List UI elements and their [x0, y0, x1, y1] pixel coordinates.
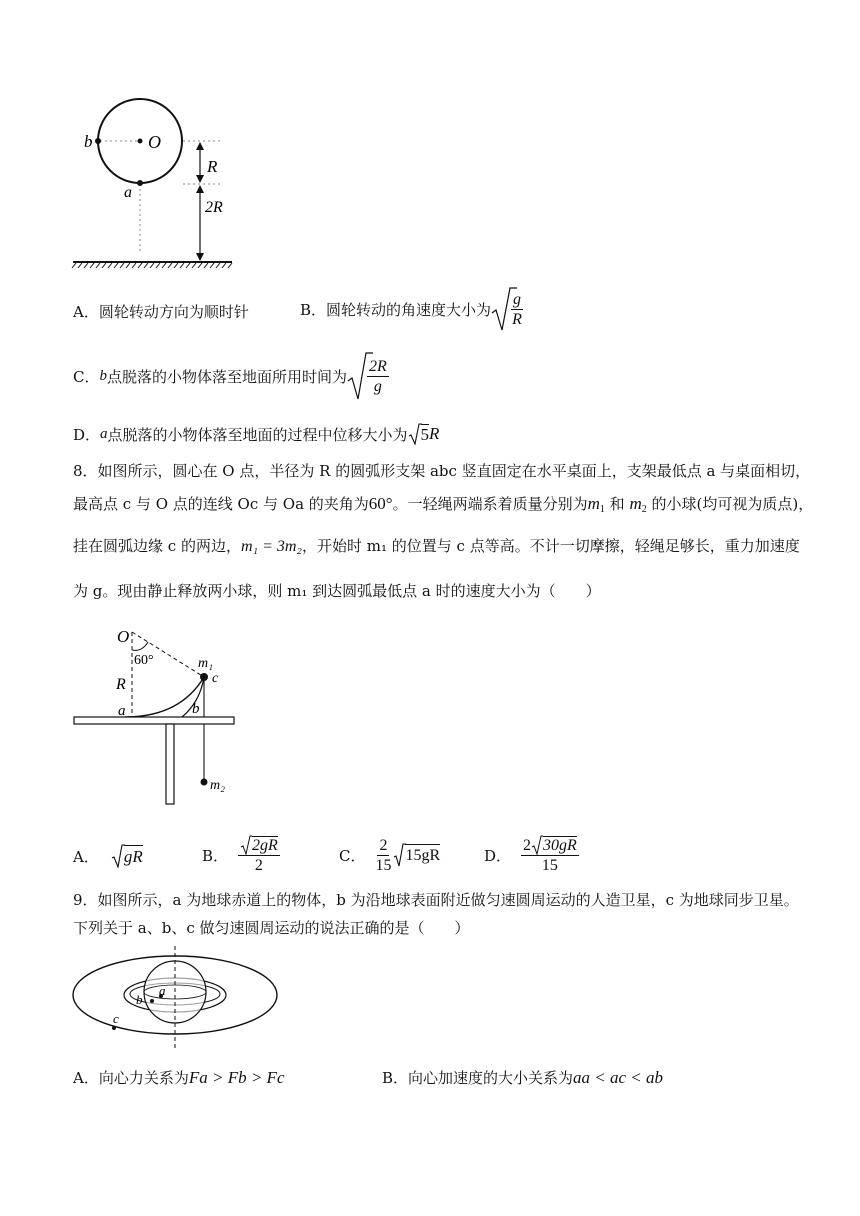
- label-2R: 2R: [205, 199, 223, 216]
- q7-option-c-prefix: C．: [73, 367, 100, 386]
- q7-b-numerator: g: [513, 290, 522, 308]
- q8-option-b-label: B．: [202, 846, 229, 865]
- fig-q8-label-O: O: [117, 627, 130, 646]
- q7-option-d[interactable]: [73, 422, 439, 446]
- fig-q9-label-a: a: [159, 983, 166, 998]
- q7-c-denominator: g: [373, 377, 382, 395]
- fig-q8-label-R: R: [116, 676, 126, 693]
- q8-option-a-label: A．: [73, 847, 99, 866]
- arc-support-figure: [70, 622, 250, 808]
- q8-d-coef: 2: [523, 836, 532, 854]
- sqrt-sign: [111, 844, 125, 868]
- q7-option-a-text: A．圆轮转动方向为顺时针: [73, 303, 249, 321]
- q8-a-radicand: gR: [123, 847, 143, 866]
- q8-line-4: 为 g。现由静止释放两小球，则 m₁ 到达圆弧最低点 a 时的速度大小为（ ）: [73, 582, 601, 600]
- q8-option-a[interactable]: [73, 843, 143, 869]
- wheel-figure: [70, 95, 240, 270]
- sqrt-sign: [240, 835, 252, 855]
- q8-m1-sub: 1: [599, 504, 605, 515]
- sqrt-sign: [531, 835, 543, 855]
- q9-line-2: 下列关于 a、b、c 做匀速圆周运动的说法正确的是（ ）: [73, 919, 470, 937]
- q9-option-a-expr: Fa > Fb > Fc: [188, 1068, 285, 1087]
- q9-option-a[interactable]: [73, 1067, 285, 1088]
- q8-option-c[interactable]: [339, 832, 440, 878]
- fig-q8-label-m1: m₁: [198, 656, 213, 671]
- q7-option-a[interactable]: [73, 301, 249, 322]
- q8-line-3: [73, 536, 800, 557]
- q8-m1: m: [587, 494, 600, 513]
- q9-line-1: 9．如图所示，a 为地球赤道上的物体，b 为沿地球表面附近做匀速圆周运动的人造卫星，c 为地球同步卫星。: [73, 891, 799, 909]
- q8-b-numerator: 2gR: [252, 837, 278, 854]
- q8-b-denominator: 2: [254, 857, 263, 874]
- q7-option-c-text: 点脱落的小物体落至地面所用时间为: [106, 367, 347, 386]
- q8-option-d[interactable]: [484, 832, 579, 878]
- q7-d-radicand: 5: [420, 425, 430, 444]
- sqrt-sign: [408, 423, 422, 445]
- fig-q8-label-m2: m₂: [210, 778, 225, 793]
- q8-m2: m: [629, 494, 642, 513]
- label-O: O: [148, 132, 161, 152]
- q8-option-b[interactable]: [202, 832, 280, 878]
- q9-option-a-text: A．向心力关系为: [73, 1069, 189, 1087]
- q7-d-tail: R: [429, 424, 440, 443]
- fig-q8-label-a: a: [118, 703, 126, 719]
- label-R: R: [207, 157, 218, 176]
- q8-angle: 60°: [368, 494, 393, 513]
- fig-q9-label-c: c: [113, 1011, 119, 1026]
- q8-line-2a: 最高点 c 与 O 点的连线 Oc 与 Oa 的夹角为: [73, 495, 369, 513]
- satellite-orbits-figure: [70, 940, 280, 1055]
- q9-option-b-text: B．向心加速度的大小关系为: [382, 1069, 574, 1087]
- q7-option-b-text: B．圆轮转动的角速度大小为: [300, 300, 492, 319]
- q8-line-2: [73, 494, 813, 520]
- q8-mass-equation: m₁ = 3m₂: [240, 538, 302, 555]
- q8-line-2c: 的小球(均可视为质点)，: [646, 495, 814, 513]
- q7-option-c[interactable]: [73, 350, 389, 402]
- q7-option-c-var: b: [99, 367, 107, 384]
- fig-q8-label-b: b: [192, 701, 200, 717]
- q7-option-d-prefix: D．: [73, 425, 101, 444]
- fig-q8-label-angle: 60°: [134, 653, 154, 668]
- label-b: b: [84, 132, 93, 151]
- q8-c-radicand: 15gR: [405, 844, 440, 866]
- q7-option-b[interactable]: [300, 286, 523, 332]
- q7-option-d-text: 点脱落的小物体落至地面的过程中位移大小为: [107, 425, 408, 444]
- q8-d-denominator: 15: [541, 857, 558, 874]
- q8-d-numerator: 30gR: [543, 837, 577, 854]
- q8-line-1: 8．如图所示，圆心在 O 点，半径为 R 的圆弧形支架 abc 竖直固定在水平桌面上，支架最低点 a 与桌面相切，: [73, 462, 811, 480]
- q7-option-d-var: a: [100, 425, 108, 442]
- q8-option-d-label: D．: [484, 846, 512, 865]
- q7-b-denominator: R: [512, 310, 522, 328]
- q8-c-denominator: 15: [375, 856, 392, 874]
- q8-option-c-label: C．: [339, 846, 366, 865]
- q8-line-2b: 。一轻绳两端系着质量分别为: [392, 495, 588, 513]
- q7-c-numerator: 2R: [369, 357, 387, 375]
- label-a: a: [124, 184, 132, 201]
- q8-and: 和: [604, 495, 630, 513]
- q8-m2-sub: 2: [641, 504, 647, 515]
- q9-option-b-expr: aa < ac < ab: [573, 1068, 664, 1087]
- q8-line-3a: 挂在圆弧边缘 c 的两边，: [73, 537, 241, 555]
- q8-c-numerator: 2: [379, 836, 388, 854]
- fig-q9-label-b: b: [136, 992, 143, 1007]
- fig-q8-label-c: c: [212, 671, 219, 686]
- q9-option-b[interactable]: [382, 1067, 663, 1088]
- q8-line-3b: ，开始时 m₁ 的位置与 c 点等高。不计一切摩擦，轻绳足够长，重力加速度: [301, 537, 800, 555]
